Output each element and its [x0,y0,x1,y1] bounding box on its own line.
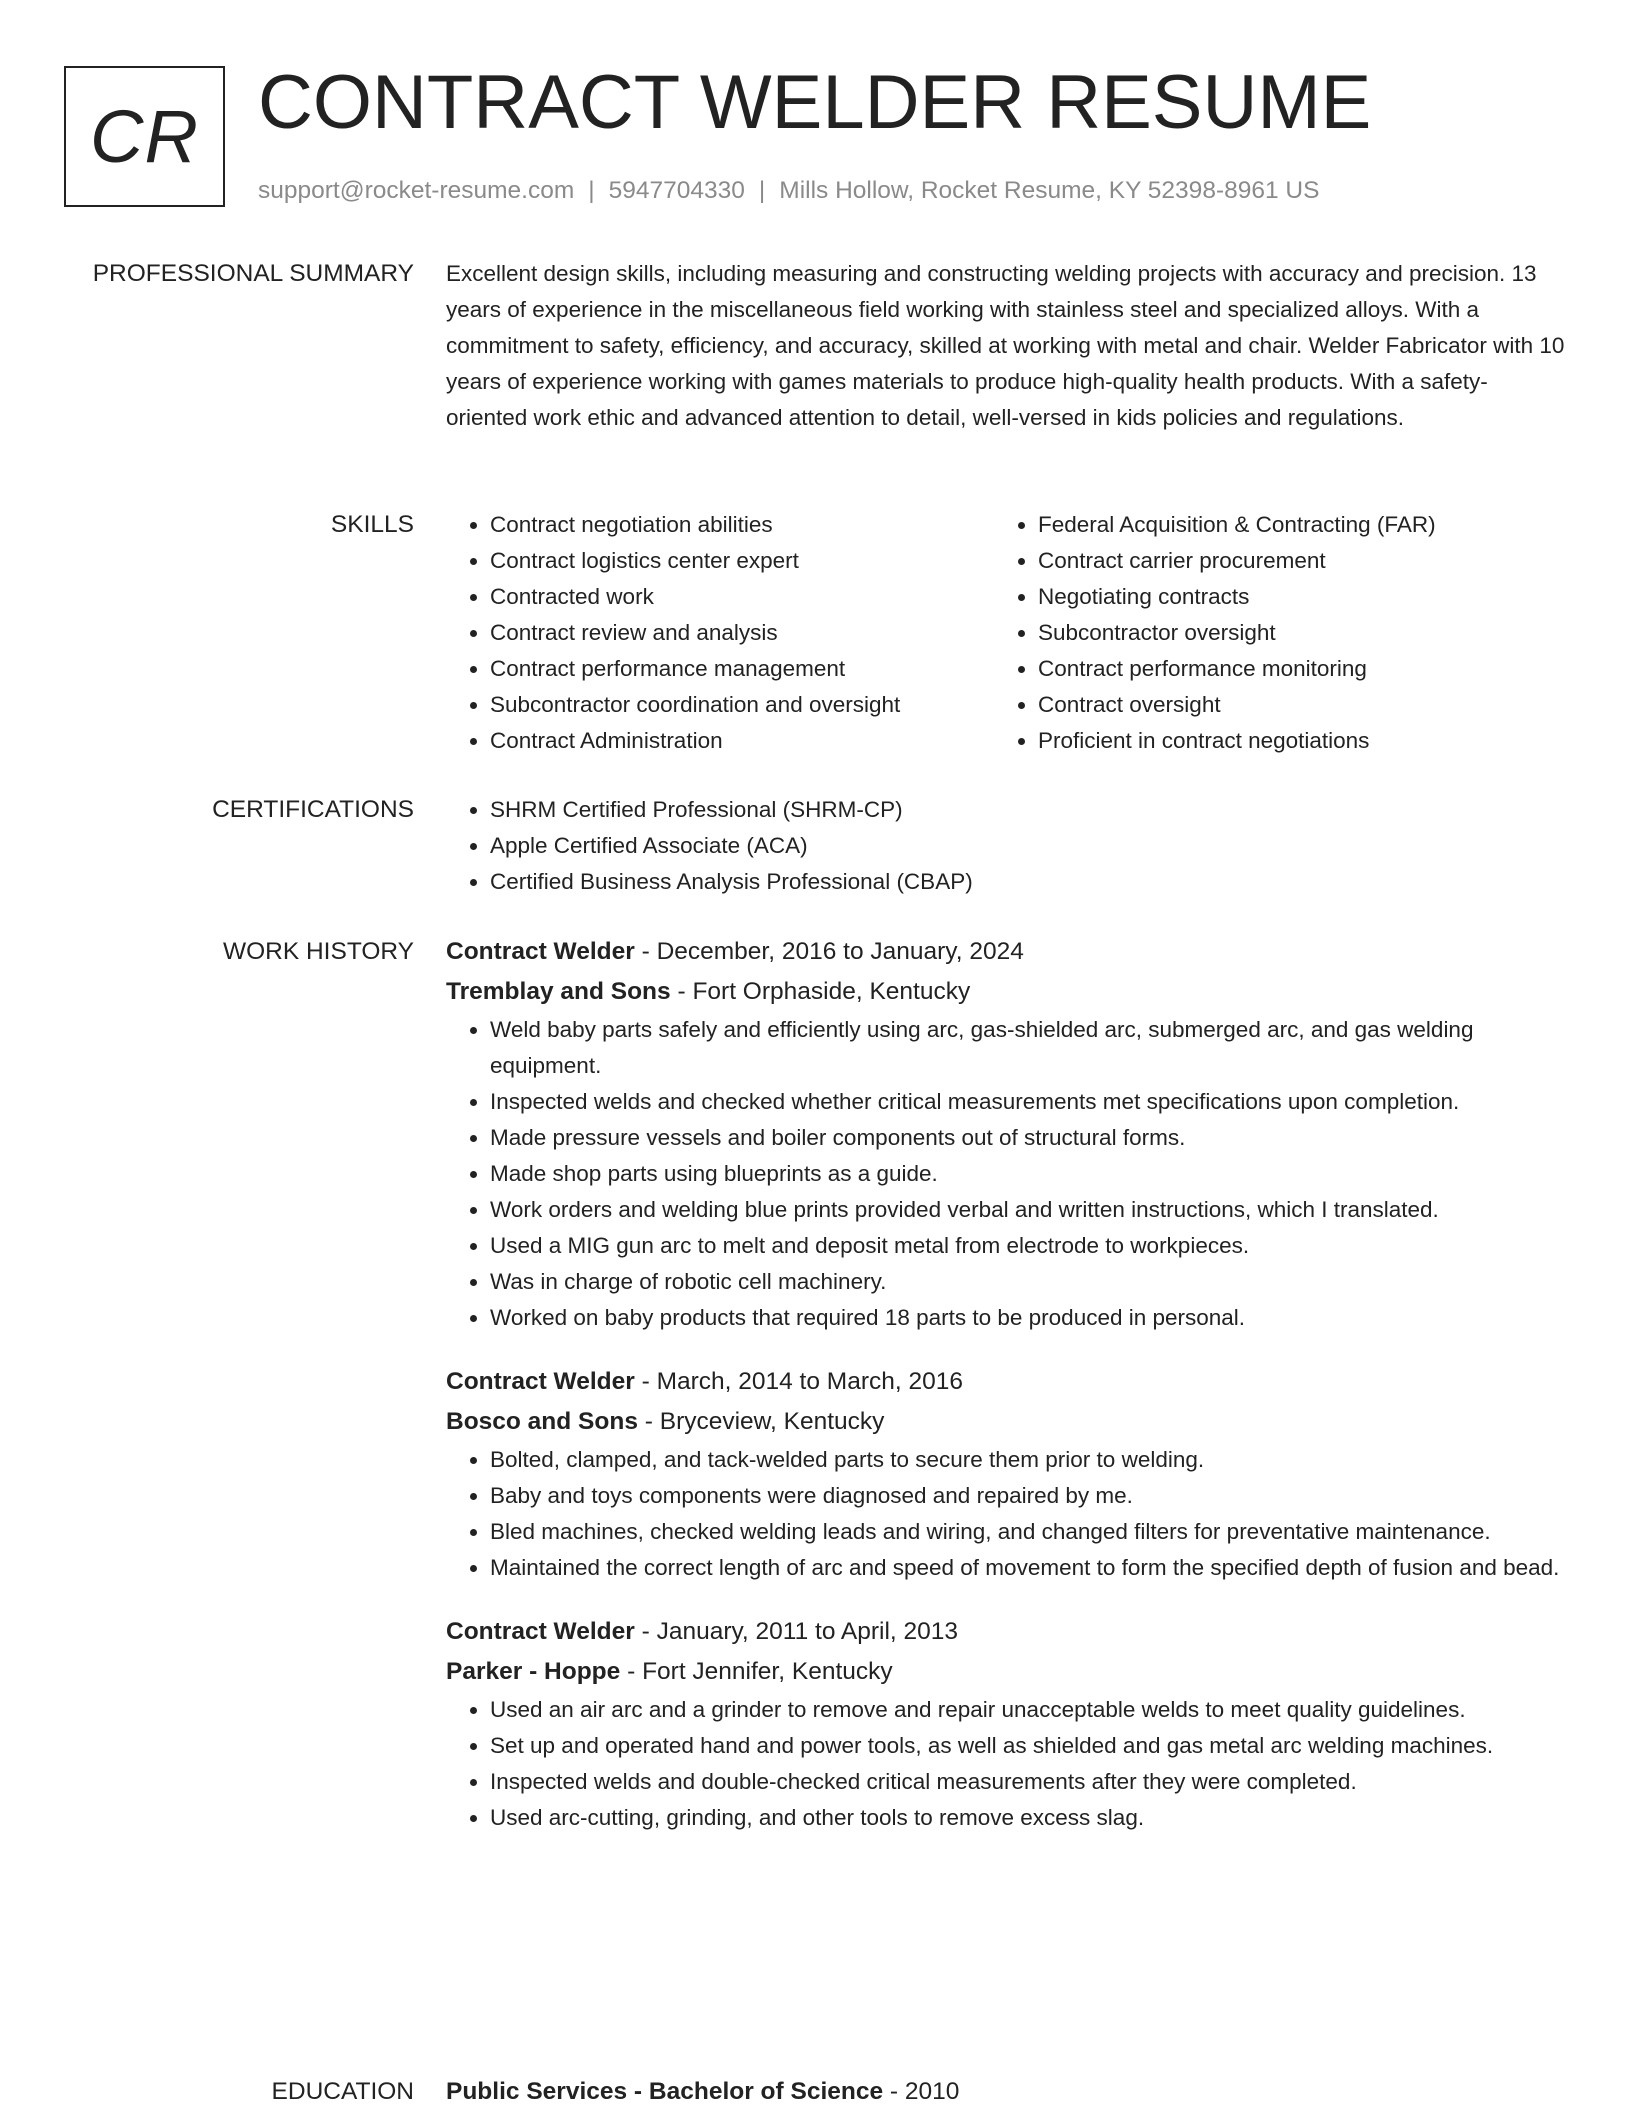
job-title-line: Contract Welder - December, 2016 to January, 2024 [446,938,1024,965]
job-entry [446,1362,1566,1586]
contact-line [258,174,1319,208]
job-company: Parker - Hoppe [446,1658,621,1685]
job-entry [446,932,1566,1336]
skill-item: • Contract oversight [1038,687,1554,723]
skill-item: • Contract review and analysis [490,615,994,651]
summary-heading: PROFESSIONAL SUMMARY [92,260,414,287]
job-duty-item: • Made shop parts using blueprints as a guide. [490,1156,1566,1192]
job-dates: January, 2011 to April, 2013 [656,1618,959,1645]
job-location: Bryceview, Kentucky [659,1408,885,1435]
education-degree: Public Services - Bachelor of Science [446,2078,884,2105]
skills-heading: SKILLS [330,511,414,538]
job-duty-item: • Weld baby parts safely and efficiently using arc, gas-shielded arc, submerged arc, and gas welding equipment. [490,1012,1566,1084]
contact-address: Mills Hollow, Rocket Resume, KY 52398-8961 US [779,177,1320,204]
job-company: Tremblay and Sons [446,978,671,1005]
certifications-heading: CERTIFICATIONS [212,796,414,823]
job-duty-item: • Bolted, clamped, and tack-welded parts to secure them prior to welding. [490,1442,1566,1478]
skill-item: • Subcontractor coordination and oversight [490,687,994,723]
job-duty-item: • Bled machines, checked welding leads and wiring, and changed filters for preventative maintenance. [490,1514,1566,1550]
skill-item: • Subcontractor oversight [1038,615,1554,651]
summary-text: Excellent design skills, including measuring and constructing welding projects with accuracy and precision. 13 years of experience in the miscellaneous field working with stainless steel and specialized alloys. With a commitment to safety, efficiency, and accuracy, skilled at working with metal and chair. Welder Fabricator with 10 years of experience working with games materials to produce high-quality health products. With a safety-oriented work ethic and advanced attention to detail, well-versed in kids policies and regulations. [446,261,1565,430]
skill-item: • Contract negotiation abilities [490,507,994,543]
job-location: Fort Jennifer, Kentucky [642,1658,893,1685]
certification-item: • Certified Business Analysis Professional (CBAP) [490,864,1566,900]
skills-column-right [994,507,1554,759]
skill-item: • Contract Administration [490,723,994,759]
skill-item: • Negotiating contracts [1038,579,1554,615]
monogram-logo: CR [64,66,225,207]
job-dates: December, 2016 to January, 2024 [656,938,1024,965]
certification-item: • Apple Certified Associate (ACA) [490,828,1566,864]
work-history-heading: WORK HISTORY [222,938,414,965]
job-title-line: Contract Welder - January, 2011 to April, 2013 [446,1618,959,1645]
job-company-line: Parker - Hoppe - Fort Jennifer, Kentucky [446,1658,893,1685]
job-title: Contract Welder [446,938,635,965]
job-dates: March, 2014 to March, 2016 [656,1368,963,1395]
job-duty-item: • Work orders and welding blue prints provided verbal and written instructions, which I translated. [490,1192,1566,1228]
job-duty-item: • Inspected welds and double-checked critical measurements after they were completed. [490,1764,1566,1800]
contact-separator: | [758,177,766,204]
certifications-body [446,792,1566,900]
contact-phone[interactable]: 5947704330 [608,177,745,204]
skill-item: • Federal Acquisition & Contracting (FAR) [1038,507,1554,543]
job-duties-list [446,1442,1566,1586]
education-heading: EDUCATION [271,2078,414,2105]
job-company-line: Tremblay and Sons - Fort Orphaside, Kentucky [446,978,971,1005]
skill-item: • Contract performance monitoring [1038,651,1554,687]
education-body [446,2072,1566,2112]
skills-body [446,507,1566,759]
job-duties-list [446,1012,1566,1336]
job-company: Bosco and Sons [446,1408,638,1435]
education-entry: Public Services - Bachelor of Science - 2010 [446,2078,960,2105]
job-title-line: Contract Welder - March, 2014 to March, 2016 [446,1368,963,1395]
education-year: 2010 [904,2078,960,2105]
job-location: Fort Orphaside, Kentucky [692,978,971,1005]
contact-separator: | [588,177,595,204]
job-duty-item: • Used a MIG gun arc to melt and deposit metal from electrode to workpieces. [490,1228,1566,1264]
job-duty-item: • Was in charge of robotic cell machinery. [490,1264,1566,1300]
job-duty-item: • Inspected welds and checked whether critical measurements met specifications upon completion. [490,1084,1566,1120]
skill-item: • Contract logistics center expert [490,543,994,579]
job-duties-list [446,1692,1566,1836]
certification-item: • SHRM Certified Professional (SHRM-CP) [490,792,1566,828]
job-title: Contract Welder [446,1618,635,1645]
skill-item: • Contract performance management [490,651,994,687]
job-duty-item: • Used an air arc and a grinder to remove and repair unacceptable welds to meet quality guidelines. [490,1692,1566,1728]
skill-item: • Contract carrier procurement [1038,543,1554,579]
job-title: Contract Welder [446,1368,635,1395]
job-duty-item: • Set up and operated hand and power tools, as well as shielded and gas metal arc welding machines. [490,1728,1566,1764]
skills-column-left [446,507,994,759]
job-entry [446,1612,1566,1836]
skill-item: • Contracted work [490,579,994,615]
summary-body [446,256,1566,436]
resume-title: CONTRACT WELDER RESUME [258,60,1372,145]
job-company-line: Bosco and Sons - Bryceview, Kentucky [446,1408,885,1435]
contact-email[interactable]: support@rocket-resume.com [258,177,575,204]
work-history-body [446,932,1566,1862]
skill-item: • Proficient in contract negotiations [1038,723,1554,759]
job-duty-item: • Baby and toys components were diagnosed and repaired by me. [490,1478,1566,1514]
job-duty-item: • Made pressure vessels and boiler components out of structural forms. [490,1120,1566,1156]
job-duty-item: • Worked on baby products that required 18 parts to be produced in personal. [490,1300,1566,1336]
job-duty-item: • Maintained the correct length of arc and speed of movement to form the specified depth of fusion and bead. [490,1550,1566,1586]
job-duty-item: • Used arc-cutting, grinding, and other tools to remove excess slag. [490,1800,1566,1836]
